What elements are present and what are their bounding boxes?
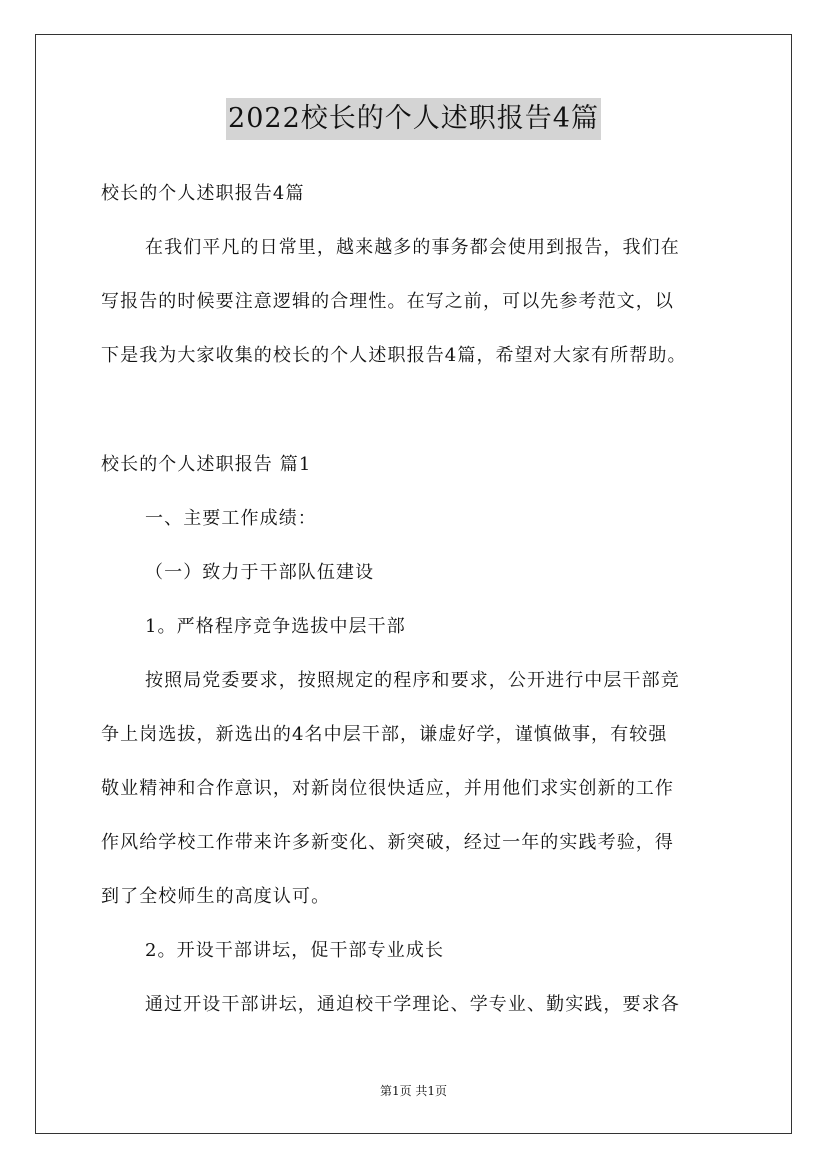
paragraph-line: 按照局党委要求，按照规定的程序和要求，公开进行中层干部竞	[145, 670, 680, 691]
paragraph-line: 争上岗选拔，新选出的4名中层干部，谦虚好学，谨慎做事，有较强	[101, 724, 668, 745]
paragraph-line: 到了全校师生的高度认可。	[101, 886, 331, 907]
paragraph-line: 通过开设干部讲坛，通迫校干学理论、学专业、勤实践，要求各	[145, 994, 680, 1015]
subheading-line: 一、主要工作成绩：	[145, 508, 317, 529]
subtitle-line: 校长的个人述职报告4篇	[101, 183, 305, 204]
title-container	[0, 98, 827, 140]
subheading-line: 2。开设干部讲坛，促干部专业成长	[145, 940, 445, 961]
paragraph-line: 敬业精神和合作意识，对新岗位很快适应，并用他们求实创新的工作	[101, 778, 674, 799]
paragraph-line: 在我们平凡的日常里，越来越多的事务都会使用到报告，我们在	[145, 237, 680, 258]
paragraph-line: 下是我为大家收集的校长的个人述职报告4篇，希望对大家有所帮助。	[101, 345, 687, 366]
document-title: 2022校长的个人述职报告4篇	[226, 98, 601, 140]
subheading-line: （一）致力于干部队伍建设	[145, 562, 375, 583]
subheading-line: 1。严格程序竞争选拔中层干部	[145, 616, 406, 637]
page-number: 第1页 共1页	[379, 1084, 448, 1098]
paragraph-line: 写报告的时候要注意逻辑的合理性。在写之前，可以先参考范文，以	[101, 291, 674, 312]
paragraph-line: 作风给学校工作带来许多新变化、新突破，经过一年的实践考验，得	[101, 832, 674, 853]
section-heading: 校长的个人述职报告 篇1	[101, 454, 312, 475]
